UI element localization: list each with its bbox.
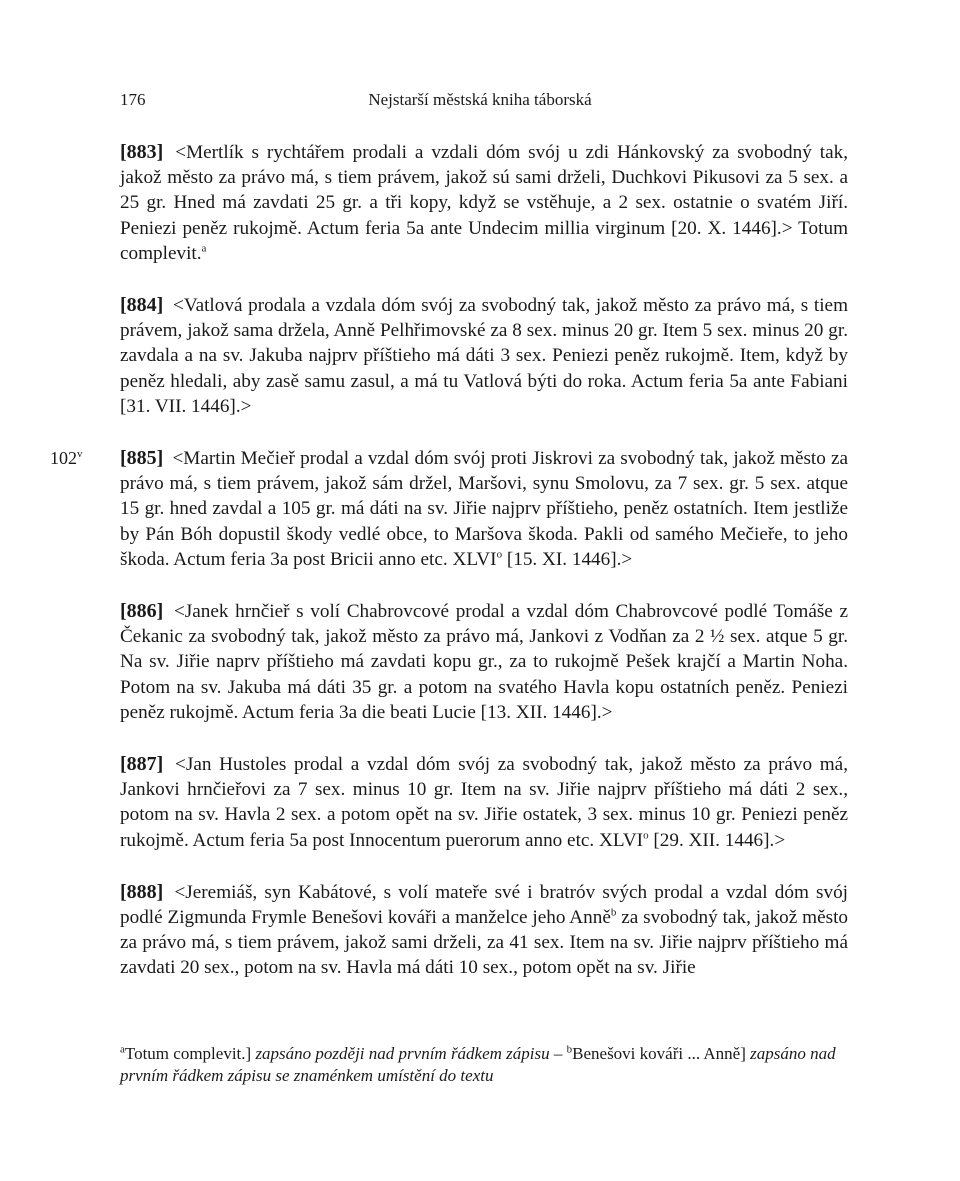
note-mark: a [201, 242, 207, 255]
folio-margin-note [50, 446, 83, 471]
entry-888 [120, 880, 848, 981]
footnote-mark-b: b [566, 1043, 573, 1056]
footnote-note-a: zapsáno později nad prvním řádkem zápisu [255, 1044, 550, 1063]
entry-886 [120, 599, 848, 725]
running-title: Nejstarší městská kniha táborská [368, 90, 592, 109]
entry-number: [886] [120, 600, 164, 623]
entry-text: <Vatlová prodala a vzdala dóm svój za svobodný tak, jakož město za právo má, s tiem právem, jakož sama držela, Anně Pelhřimovské za 8 sex. minus 20 gr. Item 5 sex. minus 20 gr. zavdala a na sv. Jakuba najprv příštieho má dáti 3 sex. Peniezi peněz rukojmě. Item, když by peněz hledali, aby zasě samu zasul, a má tu Vatlová býti do roka. Actum feria 5a ante Fabiani [31. VII. 1446].> [120, 295, 849, 417]
footnote-mark-a: a [120, 1043, 125, 1056]
entries [50, 140, 849, 1008]
footnote-note-b: zapsáno nad prvním řádkem zápisu se znaménkem umístění do textu [120, 1044, 836, 1085]
entry-887 [120, 752, 848, 853]
entry-number: [883] [120, 141, 164, 163]
entry-885 [50, 446, 849, 572]
entry-text: <Jan Hustoles prodal a vzdal dóm svój za svobodný tak, jakož město za právo má, Jankovi hrnčieřovi za 7 sex. minus 10 gr. Item na sv. Jiřie najprv příštieho má dáti 2 sex., potom na sv. Havla 2 sex. a potom opět na sv. Jiřie ostatek, 3 sex. minus 10 gr. Peniezi peněz rukojmě. Actum feria 5a post Innocentum puerorum anno etc. XLVI [120, 754, 848, 851]
entry-text: <Jeremiáš, syn Kabátové, s volí mateře své i bratróv svých prodal a vzdal dóm svój podlé Zigmunda Frymle Benešovi kováři a manželce jeho Anně [120, 881, 849, 929]
entry-text: <Janek hrnčieř s volí Chabrovcové prodal a vzdal dóm Chabrovcové podlé Tomáše z Čekanic za svobodný tak, jakož město za právo má, Jankovi z Vodňan za 2 ½ sex. atque 5 gr. Na sv. Jiřie naprv příštieho má zavdati kopu gr., za to rukojmě Pešek krajčí a Martin Noha. Potom na sv. Jakuba má dáti 35 gr. a potom na svatého Havla kopu ostatních peněz. Peniezi peněz rukojmě. Actum feria 3a die beati Lucie [13. XII. 1446].> [120, 601, 848, 723]
entry-884 [120, 293, 848, 419]
footnote-lemma-b: Benešovi kováři ... Anně] [572, 1044, 746, 1063]
entry-text-end: [15. XI. 1446].> [502, 548, 633, 570]
footnote-separator: – [549, 1044, 567, 1063]
entry-number: [884] [120, 294, 164, 317]
superscript: o [496, 548, 503, 561]
folio-side: v [77, 448, 83, 461]
footnotes [120, 1043, 848, 1087]
folio-number: 102 [50, 448, 77, 469]
superscript: o [643, 829, 649, 842]
page-number: 176 [120, 90, 146, 109]
note-mark: b [610, 906, 617, 919]
entry-number: [888] [120, 880, 164, 903]
footnote-lemma-a: Totum complevit.] [124, 1044, 252, 1063]
entry-text-end: za svobodný tak, jakož město za právo má, s tiem právem, jakož sami drželi, za 41 sex. Item na sv. Jiřie najprv příštieho má zavdati 20 sex., potom na sv. Havla má dáti 10 sex., potom opět na sv. Jiřie [120, 907, 848, 979]
entry-text: <Mertlík s rychtářem prodali a vzdali dóm svój u zdi Hánkovský za svobodný tak, jakož město za právo má, s tiem právem, jakož sú sami drželi, Duchkovi Pikusovi za 5 sex. a 25 gr. Hned má zavdati 25 gr. a tři kopy, když se vstěhuje, a 2 sex. ostatnie o svatém Jiří. Peniezi peněz rukojmě. Actum feria 5a ante Undecim millia virginum [20. X. 1446].> Totum complevit. [120, 142, 848, 264]
entry-number: [887] [120, 753, 164, 776]
entry-number: [885] [120, 447, 164, 470]
entry-883 [120, 140, 848, 266]
entry-text: <Martin Mečieř prodal a vzdal dóm svój proti Jiskrovi za svobodný tak, jakož město za právo má, s tiem právem, jakož sám držel, Maršovi, synu Smolovu, za 7 sex. gr. 5 sex. atque 15 gr. hned zavdal a 105 gr. má dáti na sv. Jiřie najprv příštieho, peněz ostatních. Item jestliže by Pán Bóh dopustil škody vedlé obce, to Maršova škoda. Pakli od samého Mečieře, to jeho škoda. Actum feria 3a post Bricii anno etc. XLVI [120, 448, 849, 570]
entry-text-end: [29. XII. 1446].> [648, 829, 786, 851]
